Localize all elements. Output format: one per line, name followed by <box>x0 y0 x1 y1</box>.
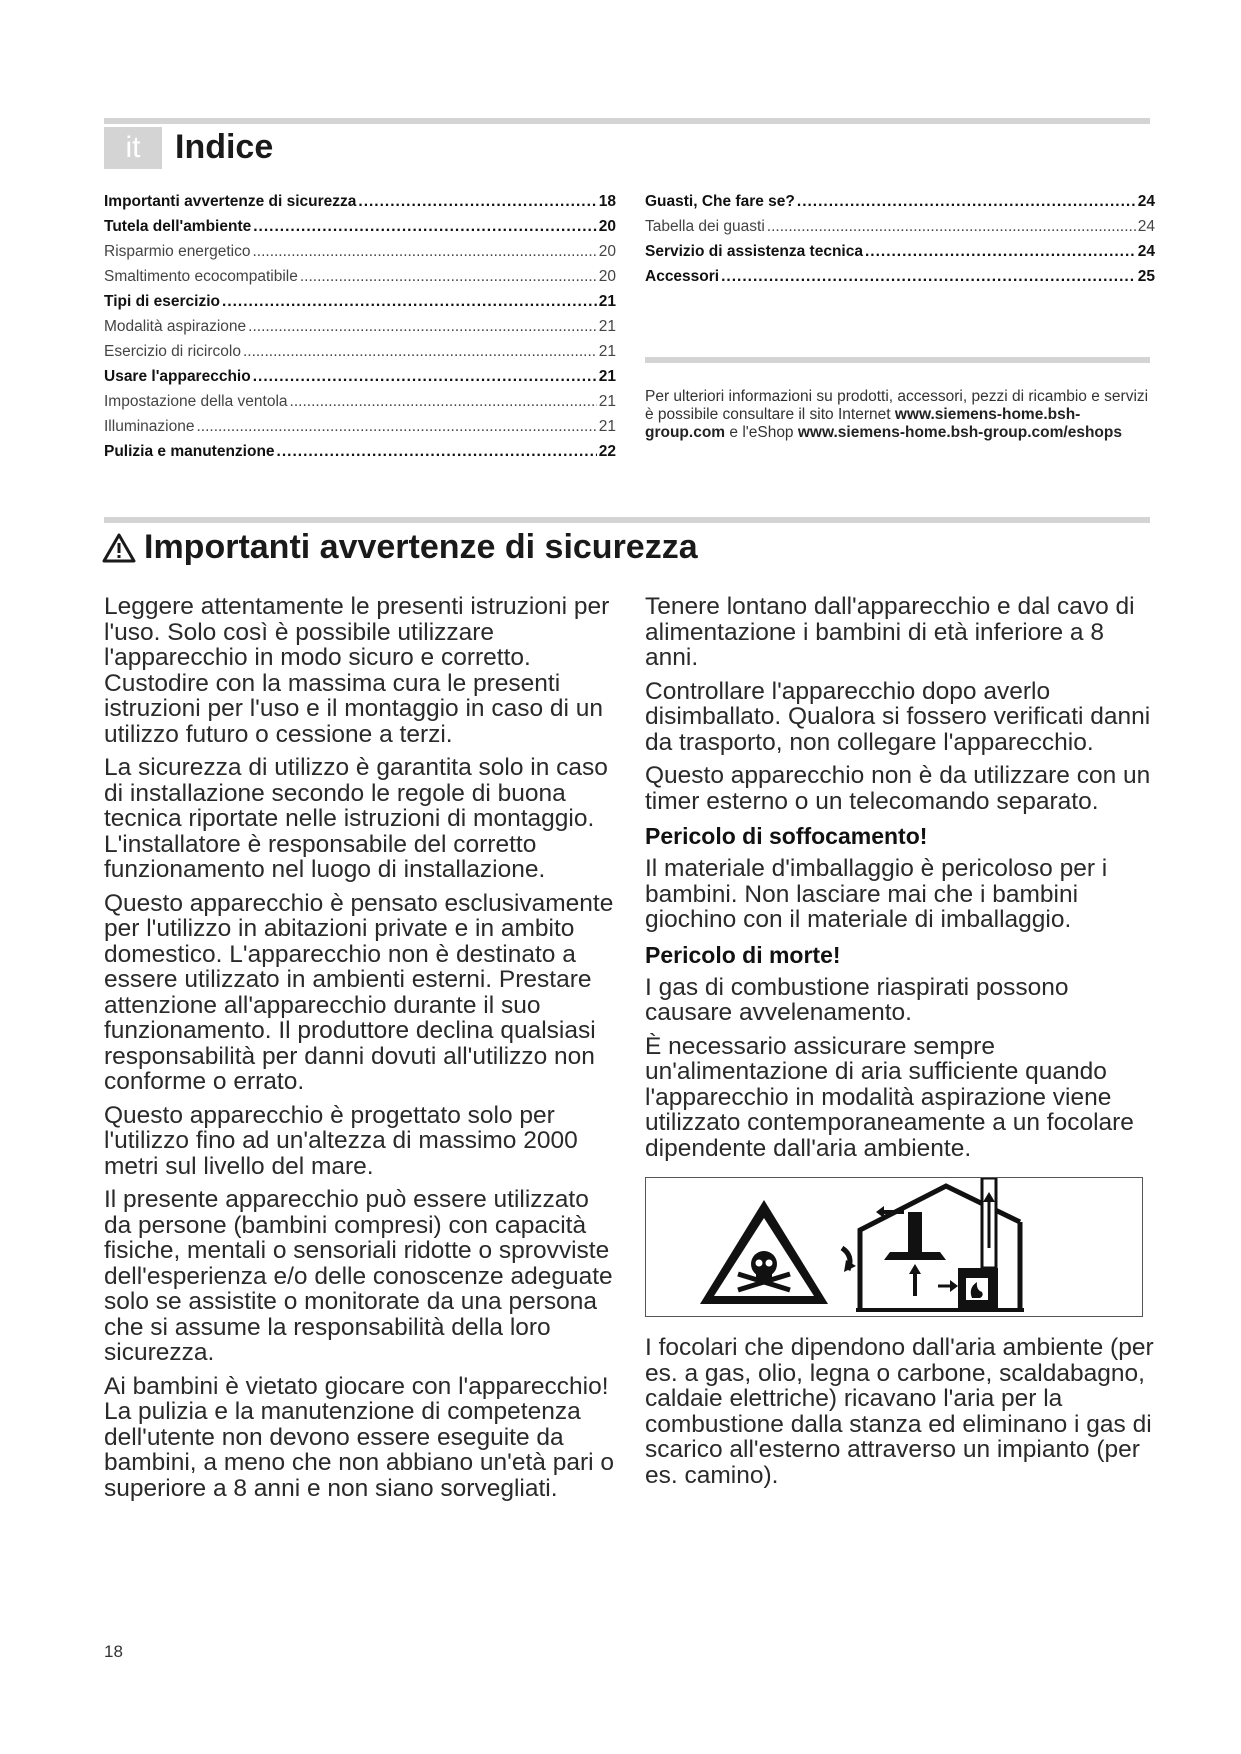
info-text: Per ulteriori informazioni su prodotti, accessori, pezzi di ricambio e servizi è possibile consultare il sito Internet <box>645 388 1149 423</box>
info-mid: e l'eShop <box>729 424 794 441</box>
toc-leader-dots <box>721 268 1136 286</box>
website-link[interactable]: www.siemens-home.bsh-group.com <box>645 406 1081 441</box>
toc-entry-page: 21 <box>598 318 616 335</box>
page-title: Indice <box>175 128 274 166</box>
toc-entry-page: 20 <box>598 218 616 235</box>
toc-entry-label: Impostazione della ventola <box>104 393 288 410</box>
skull-hazard-icon <box>700 1200 828 1304</box>
toc-leader-dots <box>767 218 1136 236</box>
house-diagram <box>856 1178 1024 1310</box>
safety-right-column <box>645 594 1155 1496</box>
toc-entry-label: Tabella dei guasti <box>645 218 765 235</box>
section-title: Importanti avvertenze di sicurezza <box>144 528 698 566</box>
toc-entry-page: 24 <box>1137 193 1155 210</box>
paragraph: Questo apparecchio non è da utilizzare con un timer esterno o un telecomando separato. <box>645 762 1151 815</box>
toc-leader-dots <box>300 268 597 286</box>
toc-entry[interactable] <box>104 243 616 268</box>
toc-entry[interactable] <box>104 193 616 218</box>
toc-entry-page: 21 <box>598 418 616 435</box>
page-number: 18 <box>104 1642 123 1661</box>
toc-leader-dots <box>253 218 597 236</box>
safety-left-column <box>104 594 614 1509</box>
suffocation-heading: Pericolo di soffocamento! <box>645 823 928 849</box>
toc-entry[interactable] <box>104 393 616 418</box>
paragraph: Il presente apparecchio può essere utilizzato da persone (bambini compresi) con capacità fisiche, mentali o sensoriali ridotte o sprovviste dell'esperienza e/o delle conoscenze adeguate solo se assistite o monitorate da una persona che si assume la responsabilità della loro sicurezza. <box>104 1186 613 1366</box>
toc-entry-label: Tutela dell'ambiente <box>104 218 252 235</box>
toc-entry-label: Esercizio di ricircolo <box>104 343 241 360</box>
toc-leader-dots <box>253 368 597 386</box>
toc-entry-label: Importanti avvertenze di sicurezza <box>104 193 357 210</box>
toc-entry[interactable] <box>104 368 616 393</box>
language-badge: it <box>104 127 162 169</box>
section-rule <box>104 517 1150 523</box>
toc-leader-dots <box>797 193 1136 211</box>
toc-entry[interactable] <box>104 418 616 443</box>
info-rule <box>645 357 1150 363</box>
paragraph: I gas di combustione riaspirati possono causare avvelenamento. <box>645 973 1069 1026</box>
paragraph: È necessario assicurare sempre un'alimentazione di aria sufficiente quando l'apparecchio in modalità aspirazione viene utilizzato contemporaneamente a un focolare dipendente dall'aria ambiente. <box>645 1032 1134 1162</box>
paragraph: Questo apparecchio è pensato esclusivamente per l'utilizzo in abitazioni private e in ambito domestico. L'apparecchio non è destinato a essere utilizzato in ambienti esterni. Prestare attenzione all'apparecchio durante il suo funzionamento. Il produttore declina qualsiasi responsabilità per danni dovuti all'utilizzo non conforme o errato. <box>104 889 614 1095</box>
toc-entry[interactable] <box>104 443 616 468</box>
toc-entry-page: 24 <box>1137 218 1155 235</box>
toc-entry-label: Accessori <box>645 268 720 285</box>
toc-leader-dots <box>277 443 597 461</box>
toc-entry-page: 25 <box>1137 268 1155 285</box>
section-heading <box>102 528 698 567</box>
toc-leader-dots <box>222 293 597 311</box>
toc-entry-page: 21 <box>598 343 616 360</box>
paragraph: Questo apparecchio è progettato solo per l'utilizzo fino ad un'altezza di massimo 2000 metri sul livello del mare. <box>104 1101 578 1180</box>
toc-entry[interactable] <box>104 293 616 318</box>
toc-entry-label: Pulizia e manutenzione <box>104 443 275 460</box>
toc-entry-page: 21 <box>598 293 616 310</box>
toc-leader-dots <box>252 243 596 261</box>
toc-leader-dots <box>290 393 597 411</box>
toc-entry-label: Smaltimento ecocompatibile <box>104 268 298 285</box>
toc-entry-label: Illuminazione <box>104 418 195 435</box>
toc-leader-dots <box>243 343 597 361</box>
toc-leader-dots <box>196 418 596 436</box>
info-note <box>645 388 1150 442</box>
toc-entry[interactable] <box>104 343 616 368</box>
exhaust-hazard-illustration <box>645 1177 1143 1317</box>
toc-leader-dots <box>358 193 596 211</box>
toc-entry-label: Guasti, Che fare se? <box>645 193 795 210</box>
toc-entry[interactable] <box>104 318 616 343</box>
toc-entry[interactable] <box>104 268 616 293</box>
top-rule <box>104 118 1150 124</box>
toc-entry-page: 18 <box>598 193 616 210</box>
paragraph: Ai bambini è vietato giocare con l'apparecchio! La pulizia e la manutenzione di competenza dell'utente non devono essere eseguite da bambini, a meno che non abbiano un'età pari o superiore a 8 anni e non siano sorvegliati. <box>104 1372 615 1502</box>
toc-entry-page: 22 <box>598 443 616 460</box>
toc-entry-page: 20 <box>598 243 616 260</box>
death-heading: Pericolo di morte! <box>645 941 841 968</box>
toc-entry[interactable] <box>645 243 1155 268</box>
toc-leader-dots <box>865 243 1136 261</box>
toc-entry-page: 24 <box>1137 243 1155 260</box>
toc-entry-page: 20 <box>598 268 616 285</box>
toc-entry[interactable] <box>645 193 1155 218</box>
toc-entry-label: Risparmio energetico <box>104 243 251 260</box>
paragraph: Il materiale d'imballaggio è pericoloso per i bambini. Non lasciare mai che i bambini giochino con il materiale di imballaggio. <box>645 855 1108 933</box>
toc-entry[interactable] <box>104 218 616 243</box>
paragraph: I focolari che dipendono dall'aria ambiente (per es. a gas, olio, legna o carbone, scaldabagno, caldaie elettriche) ricavano l'aria per la combustione dalla stanza ed eliminano i gas di scarico all'esterno attraverso un impianto (per es. camino). <box>645 1334 1154 1489</box>
toc-right <box>645 193 1155 293</box>
paragraph: Leggere attentamente le presenti istruzioni per l'uso. Solo così è possibile utilizzare l'apparecchio in modo sicuro e corretto. Custodire con la massima cura le presenti istruzioni per l'uso e il montaggio in caso di un utilizzo futuro o cessione a terzi. <box>104 593 610 748</box>
toc-entry-label: Servizio di assistenza tecnica <box>645 243 863 260</box>
paragraph: Controllare l'apparecchio dopo averlo disimballato. Qualora si fossero verificati danni da trasporto, non collegare l'apparecchio. <box>645 677 1151 756</box>
eshop-link[interactable]: www.siemens-home.bsh-group.com/eshops <box>797 424 1122 441</box>
toc-entry-page: 21 <box>598 393 616 410</box>
warning-triangle-icon <box>102 533 136 563</box>
toc-leader-dots <box>248 318 597 336</box>
toc-entry[interactable] <box>645 218 1155 243</box>
toc-left <box>104 193 616 468</box>
paragraph: La sicurezza di utilizzo è garantita solo in caso di installazione secondo le regole di buona tecnica riportate nelle istruzioni di montaggio. L'installatore è responsabile del corretto funzionamento nel luogo di installazione. <box>104 754 608 883</box>
toc-entry-label: Usare l'apparecchio <box>104 368 251 385</box>
toc-entry-label: Modalità aspirazione <box>104 318 247 335</box>
toc-entry-page: 21 <box>598 368 616 385</box>
toc-entry[interactable] <box>645 268 1155 293</box>
toc-entry-label: Tipi di esercizio <box>104 293 221 310</box>
paragraph: Tenere lontano dall'apparecchio e dal cavo di alimentazione i bambini di età inferiore a 8 anni. <box>645 593 1135 671</box>
